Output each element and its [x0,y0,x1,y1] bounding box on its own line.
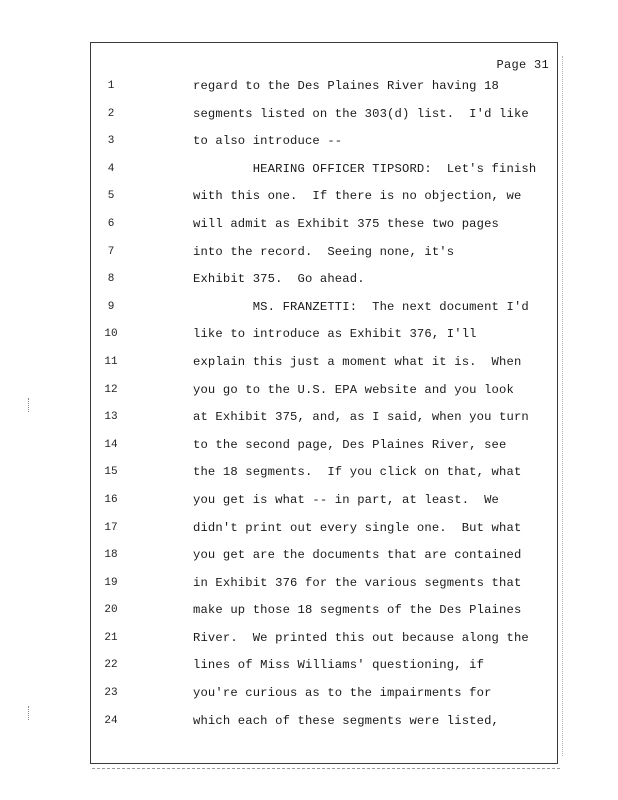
line-number: 7 [107,245,115,258]
line-number: 1 [107,80,115,92]
transcript-line: segments listed on the 303(d) list. I'd like [193,106,529,121]
line-number: 10 [104,328,118,341]
transcript-line: at Exhibit 375, and, as I said, when you turn [193,410,529,425]
transcript-line: will admit as Exhibit 375 these two pages [193,216,500,231]
line-number: 13 [104,411,118,424]
transcript-line: which each of these segments were listed, [193,713,500,728]
line-number: 11 [104,355,118,368]
transcript-line: HEARING OFFICER TIPSORD: Let's finish [193,161,537,176]
transcript-line: lines of Miss Williams' questioning, if [193,658,485,673]
line-number: 16 [104,493,118,506]
line-number: 18 [104,549,118,562]
line-number: 17 [104,521,118,534]
transcript-line: explain this just a moment what it is. When [193,354,522,369]
transcript-line: didn't print out every single one. But what [193,520,522,535]
scan-artifact-mark [28,706,31,720]
transcript-line: into the record. Seeing none, it's [193,244,455,259]
line-number: 20 [104,604,118,617]
transcript-line: you go to the U.S. EPA website and you look [193,382,514,397]
line-number: 3 [107,135,115,148]
line-number: 23 [104,687,118,700]
scan-artifact-mark [28,398,31,412]
transcript-text [193,76,553,738]
transcript-line: to also introduce -- [193,134,343,149]
scan-bottom-line [92,768,560,769]
transcript-line: you get are the documents that are contained [193,548,522,563]
line-number: 12 [104,383,118,396]
transcript-line: regard to the Des Plaines River having 18 [193,79,500,93]
scan-edge-line [562,56,563,756]
line-number: 19 [104,576,118,589]
transcript-line: make up those 18 segments of the Des Plaines [193,603,522,618]
transcript-line: like to introduce as Exhibit 376, I'll [193,327,477,342]
line-number-column [91,76,131,738]
transcript-line: River. We printed this out because along the [193,630,529,645]
line-number: 5 [107,190,115,203]
line-number: 6 [107,217,115,230]
line-number: 14 [104,438,118,451]
transcript-line: with this one. If there is no objection, we [193,189,522,204]
transcript-line: MS. FRANZETTI: The next document I'd [193,299,529,314]
transcript-page [90,42,558,764]
line-number: 22 [104,659,118,672]
line-number: 15 [104,466,118,479]
transcript-line: to the second page, Des Plaines River, see [193,437,507,452]
transcript-line: you get is what -- in part, at least. We [193,492,500,507]
transcript-line: in Exhibit 376 for the various segments that [193,575,522,590]
transcript-line: you're curious as to the impairments for [193,686,492,701]
line-number: 2 [107,107,115,120]
line-number: 4 [107,162,115,175]
transcript-line: the 18 segments. If you click on that, what [193,465,522,480]
line-number: 9 [107,300,115,313]
line-number: 8 [107,273,115,286]
line-number: 21 [104,631,118,644]
line-number: 24 [104,714,118,727]
page-number: Page 31 [496,58,549,72]
transcript-line: Exhibit 375. Go ahead. [193,272,365,287]
